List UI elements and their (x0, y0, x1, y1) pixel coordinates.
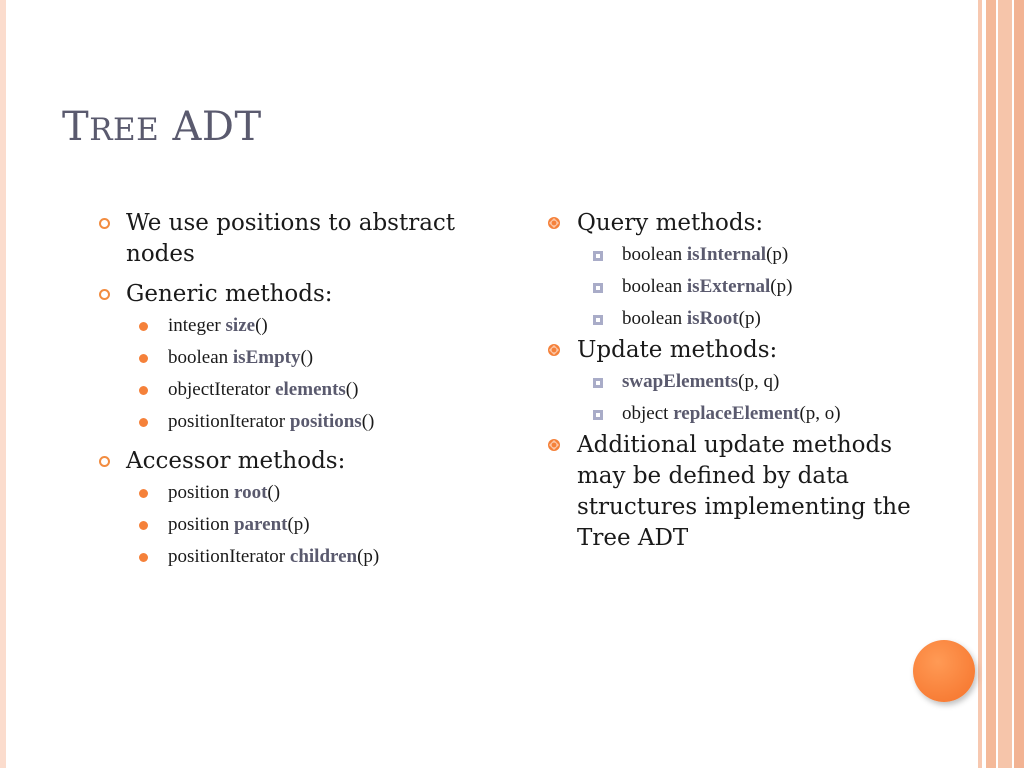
bullet-item: Generic methods: (97, 279, 497, 310)
dot-bullet-icon (139, 322, 148, 331)
square-bullet-icon (593, 251, 603, 261)
square-bullet-icon (593, 378, 603, 388)
sub-bullet-item: boolean isInternal(p) (593, 239, 948, 271)
slide-title: TREE ADT (62, 104, 262, 150)
right-border-stripe-2 (998, 0, 1012, 768)
sub-bullet-item: position parent(p) (139, 509, 497, 541)
dot-bullet-icon (139, 489, 148, 498)
sub-bullet-item: swapElements(p, q) (593, 366, 948, 398)
sub-bullet-item: object replaceElement(p, o) (593, 398, 948, 430)
ring-bullet-icon (99, 218, 110, 229)
sub-bullet-item: boolean isExternal(p) (593, 271, 948, 303)
left-border-stripe (0, 0, 6, 768)
sub-list-generic (139, 310, 497, 438)
bullet-item: Update methods: (548, 335, 948, 366)
sub-list-accessor (139, 477, 497, 573)
bullet-item: Additional update methods may be defined by data structures implementing the Tree ADT (548, 430, 937, 554)
dot-bullet-icon (139, 354, 148, 363)
right-border-stripe-1 (986, 0, 996, 768)
left-column (97, 208, 497, 573)
sub-bullet-item: objectIterator elements() (139, 374, 497, 406)
bullet-item: Query methods: (548, 208, 948, 239)
sub-list-query (593, 239, 948, 335)
bullet-item: We use positions to abstract nodes (97, 208, 497, 270)
orange-circle-ornament (913, 640, 975, 702)
dot-bullet-icon (139, 418, 148, 427)
sub-bullet-item: boolean isRoot(p) (593, 303, 948, 335)
diamond-bullet-icon (548, 217, 560, 229)
sub-bullet-item: positionIterator positions() (139, 406, 497, 438)
diamond-bullet-icon (548, 439, 560, 451)
dot-bullet-icon (139, 553, 148, 562)
ring-bullet-icon (99, 289, 110, 300)
sub-bullet-item: position root() (139, 477, 497, 509)
diamond-bullet-icon (548, 344, 560, 356)
sub-bullet-item: integer size() (139, 310, 497, 342)
sub-bullet-item: boolean isEmpty() (139, 342, 497, 374)
sub-bullet-item: positionIterator children(p) (139, 541, 497, 573)
dot-bullet-icon (139, 521, 148, 530)
right-border-stripe-thin (978, 0, 982, 768)
bullet-item: Accessor methods: (97, 446, 497, 477)
sub-list-update (593, 366, 948, 430)
right-border-stripe-3 (1014, 0, 1024, 768)
ring-bullet-icon (99, 456, 110, 467)
square-bullet-icon (593, 315, 603, 325)
right-column (548, 208, 948, 554)
square-bullet-icon (593, 283, 603, 293)
dot-bullet-icon (139, 386, 148, 395)
square-bullet-icon (593, 410, 603, 420)
